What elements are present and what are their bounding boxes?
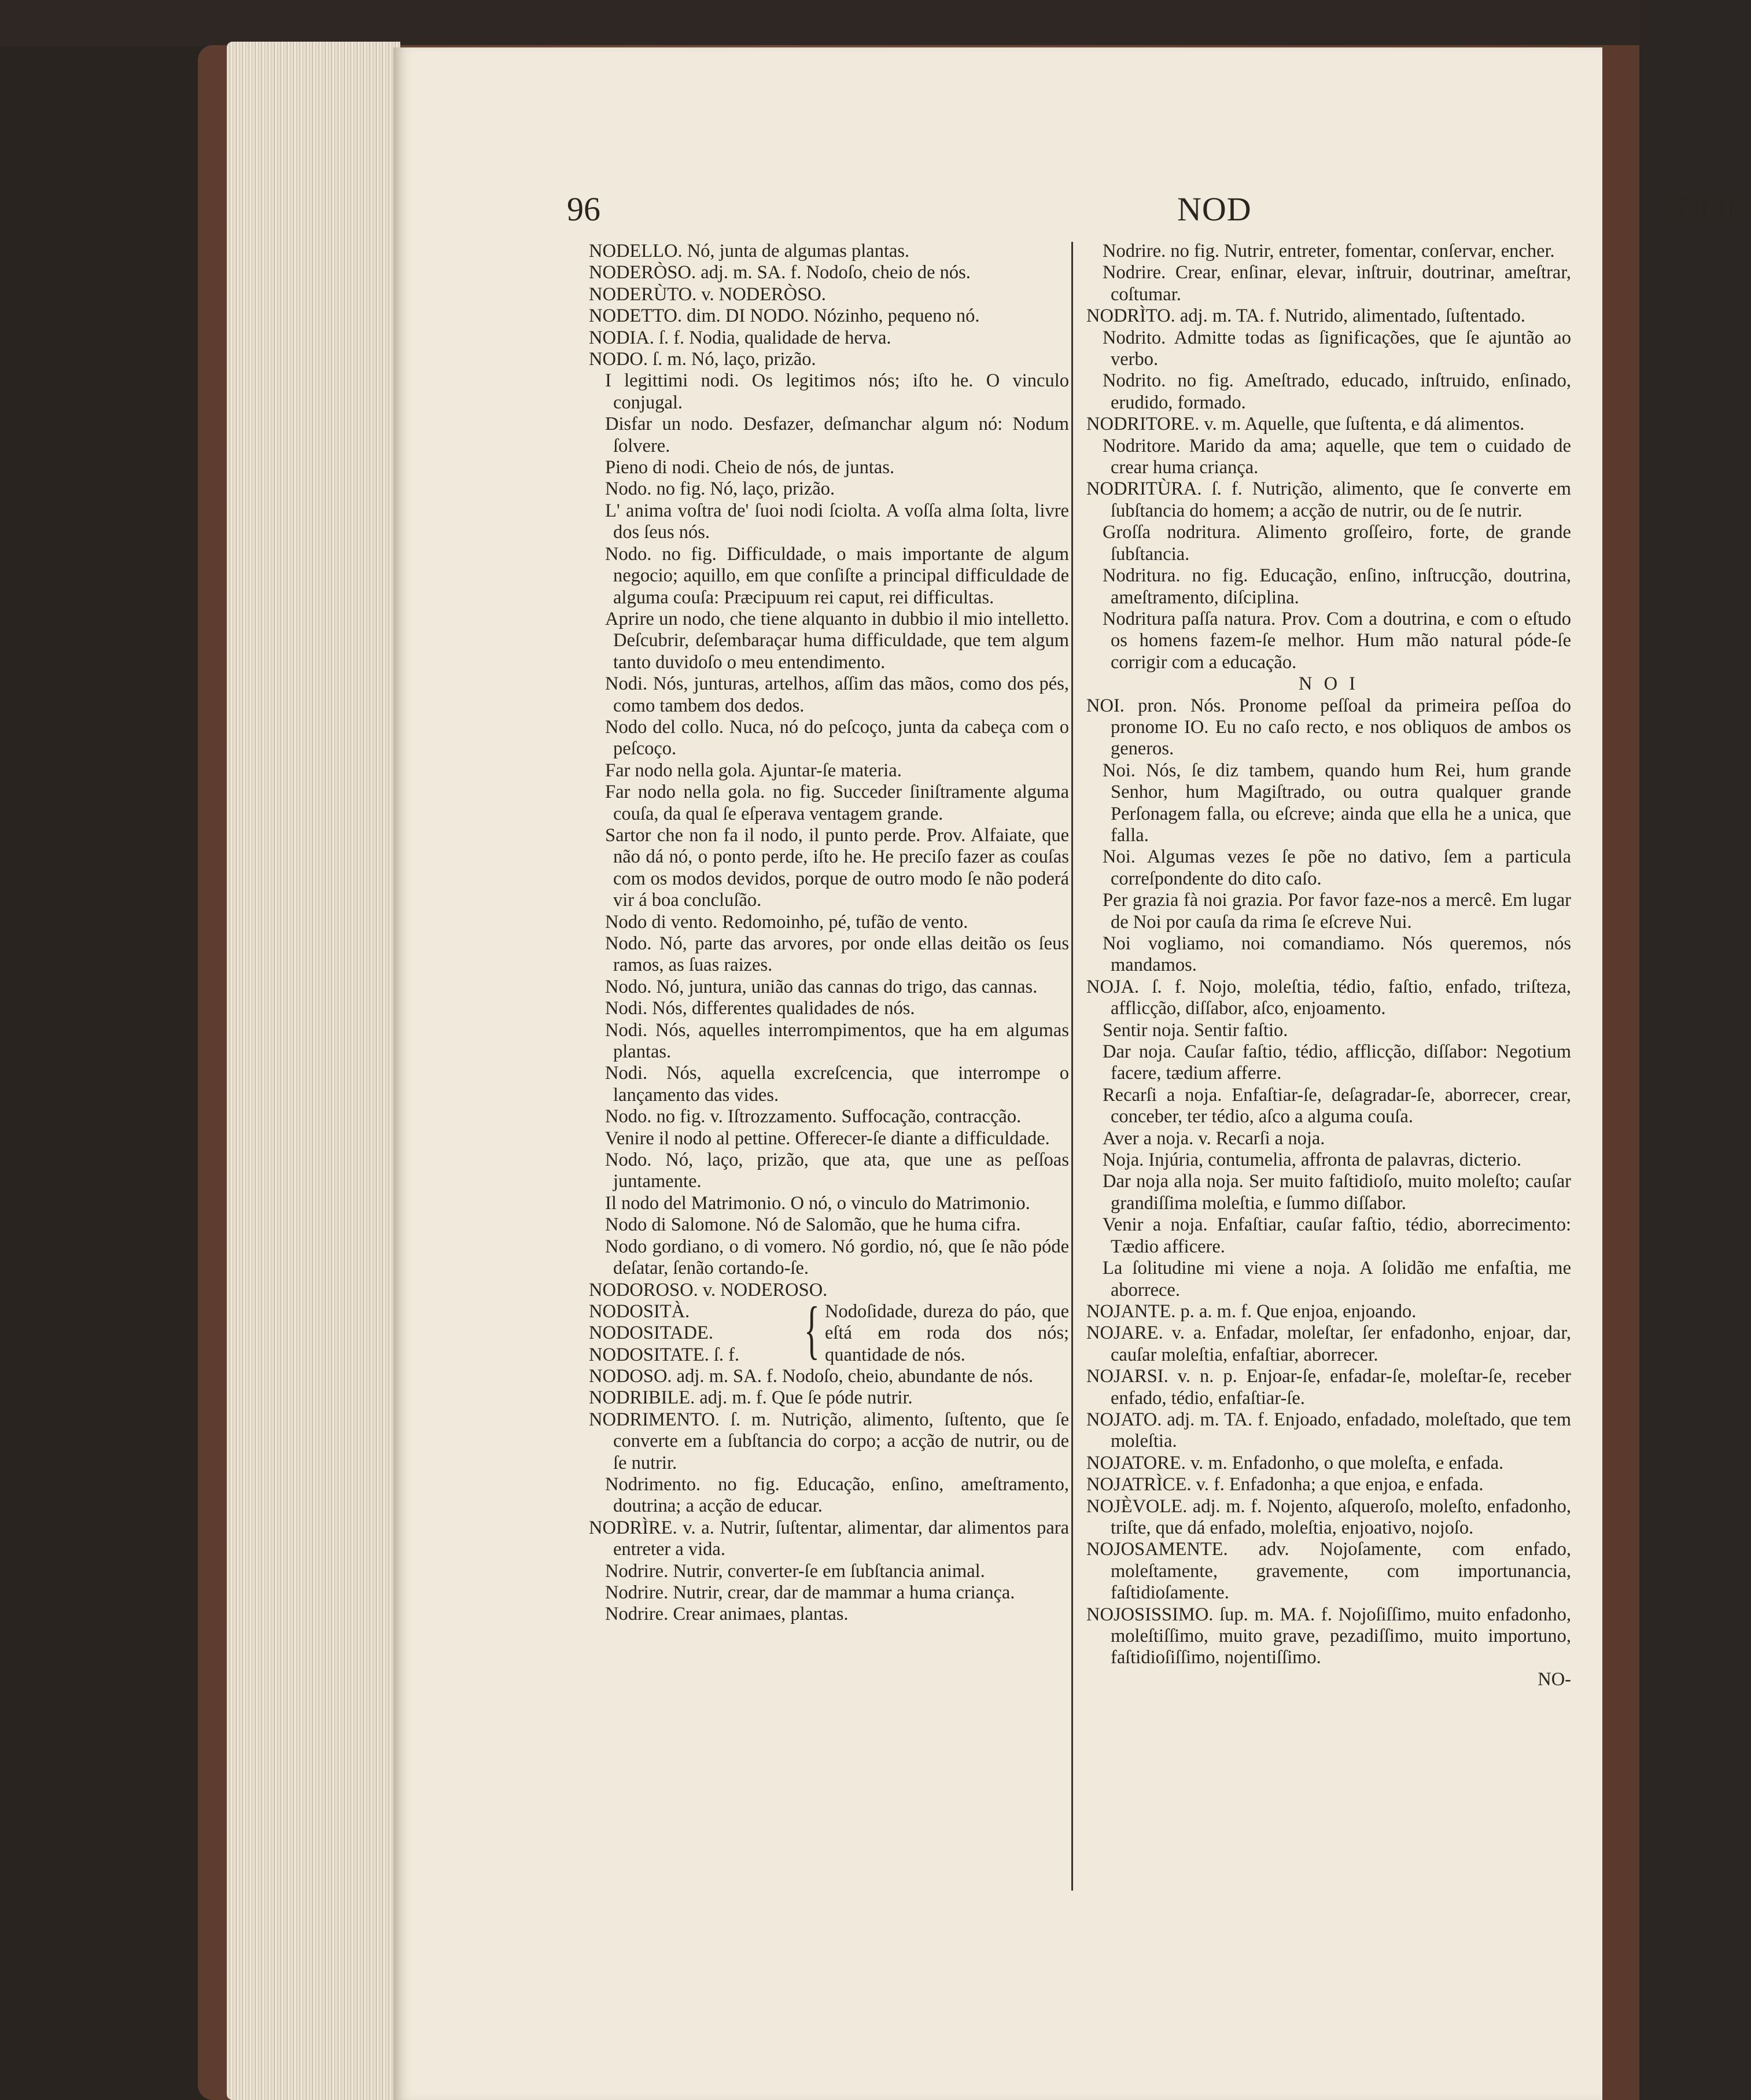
sub-entry: Il nodo del Matrimonio. O nó, o vinculo do Matrimonio. bbox=[605, 1192, 1030, 1214]
brace-entry-nodosita bbox=[589, 1294, 1069, 1366]
sub-entry: Nodrire. no fig. Nutrir, entreter, fomentar, conſervar, encher. bbox=[1103, 241, 1555, 261]
sub-entry: Nodo di vento. Redomoinho, pé, tufão de vento. bbox=[605, 911, 968, 933]
brace-headwords bbox=[589, 1301, 803, 1366]
background-top bbox=[0, 0, 1639, 46]
entry: NODRITORE. v. m. Aquelle, que ſuſtenta, e dá alimentos. bbox=[1086, 414, 1525, 435]
page-edges bbox=[227, 42, 400, 2100]
entry: NOJANTE. p. a. m. f. Que enjoa, enjoando. bbox=[1086, 1300, 1417, 1322]
sub-entry: Venir a noja. Enfaſtiar, cauſar faſtio, tédio, aborrecimento: Tædio afficere. bbox=[1103, 1214, 1571, 1257]
running-head-right: NOD bbox=[1676, 190, 1751, 228]
sub-entry: Noja. Injúria, contumelia, affronta de palavras, dicterio. bbox=[1103, 1150, 1522, 1171]
sub-entry: Per grazia fà noi grazia. Por favor faze-nos a mercê. Em lugar de Noi por cauſa da rima ſe eſcreve Nui. bbox=[1103, 890, 1571, 933]
entry: NOJOSAMENTE. adv. Nojoſamente, com enfado, moleſtamente, gravemente, com importunancia, faſtidioſamente. bbox=[1086, 1539, 1571, 1604]
sub-entry: Recarſi a noja. Enfaſtiar-ſe, deſagradar-ſe, aborrecer, crear, conceber, ter tédio, aſco a alguma couſa. bbox=[1103, 1084, 1571, 1128]
sub-entry: Nodo. Nó, juntura, união das cannas do trigo, das cannas. bbox=[605, 976, 1038, 997]
entry: NODRÌTO. adj. m. TA. f. Nutrido, alimentado, ſuſtentado. bbox=[1086, 305, 1525, 327]
entry: NOJATRÌCE. v. f. Enfadonha; a que enjoa, e enfada. bbox=[1086, 1474, 1484, 1495]
section-heading: N O I bbox=[1298, 673, 1359, 695]
sub-entry: Nodritura paſſa natura. Prov. Com a doutrina, e com o eſtudo os homens fazem-ſe melhor. Hum mão natural póde-ſe corrigir com a educação. bbox=[1103, 608, 1571, 673]
sub-entry: Nodrito. no fig. Ameſtrado, educado, inſtruido, enſinado, erudido, formado. bbox=[1103, 370, 1571, 413]
sub-entry: Noi vogliamo, noi comandiamo. Nós queremos, nós mandamos. bbox=[1103, 933, 1571, 976]
sub-entry: Nodrire. Crear, enſinar, elevar, inſtruir, doutrinar, ameſtrar, coſtumar. bbox=[1103, 262, 1571, 305]
sub-entry: Far nodo nella gola. Ajuntar-ſe materia. bbox=[605, 760, 902, 781]
running-head-left: NOD bbox=[1177, 190, 1252, 228]
entry: NOJOSISSIMO. ſup. m. MA. f. Nojoſiſſimo, muito enfadonho, moleſtiſſimo, muito grave, pezadiſſimo, muito importuno, faſtidioſiſſimo, nojentiſſimo. bbox=[1086, 1604, 1571, 1668]
sub-entry: Aprire un nodo, che tiene alquanto in dubbio il mio intelletto. Deſcubrir, deſembaraçar huma difficuldade, que tem algum tanto duvidoſo o meu entendimento. bbox=[605, 608, 1069, 673]
sub-entry: Nodo. Nó, parte das arvores, por onde ellas deitão os ſeus ramos, as ſuas raizes. bbox=[605, 933, 1069, 976]
sub-entry: Sentir noja. Sentir faſtio. bbox=[1103, 1019, 1288, 1041]
sub-entry: Nodo del collo. Nuca, nó do peſcoço, junta da cabeça com o peſcoço. bbox=[605, 716, 1069, 760]
sub-entry: Nodrire. Crear animaes, plantas. bbox=[605, 1604, 849, 1625]
sub-entry: Disfar un nodo. Desfazer, deſmanchar algum nó: Nodum ſolvere. bbox=[605, 414, 1069, 456]
entry: NOJATO. adj. m. TA. f. Enjoado, enfadado, moleſtado, que tem moleſtia. bbox=[1086, 1409, 1571, 1452]
sub-entry: Nodi. Nós, aquella excreſcencia, que interrompe o lançamento das vides. bbox=[605, 1063, 1069, 1106]
entry: NOJATORE. v. m. Enfadonho, o que moleſta, e enfada. bbox=[1086, 1452, 1504, 1473]
entry: NODIA. ſ. f. Nodia, qualidade de herva. bbox=[589, 327, 891, 348]
headword: NODOSITÀ. bbox=[589, 1300, 690, 1322]
sub-entry: Nodrire. Nutrir, converter-ſe em ſubſtancia animal. bbox=[605, 1560, 985, 1582]
entry: NODELLO. Nó, junta de algumas plantas. bbox=[589, 241, 910, 261]
sub-entry: Dar noja. Cauſar faſtio, tédio, afflicção, diſſabor: Negotium facere, tædium afferre. bbox=[1103, 1041, 1571, 1084]
entry: NODETTO. dim. DI NODO. Nózinho, pequeno nó. bbox=[589, 305, 980, 327]
sub-entry: Nodritore. Marido da ama; aquelle, que tem o cuidado de crear huma criança. bbox=[1103, 435, 1571, 478]
sub-entry: Nodritura. no fig. Educação, enſino, inſtrucção, doutrina, ameſtramento, diſciplina. bbox=[1103, 565, 1571, 608]
sub-entry: Nodrimento. no fig. Educação, enſino, ameſtramento, doutrina; a acção de educar. bbox=[605, 1473, 1069, 1517]
sub-entry: Nodo. no fig. Difficuldade, o mais importante de algum negocio; aquillo, em que conſiſte a principal difficuldade de alguma couſa: Præcipuum rei caput, rei difficultas. bbox=[605, 543, 1069, 608]
headword: NODOSITATE. ſ. f. bbox=[589, 1344, 740, 1365]
background-left bbox=[0, 0, 208, 2100]
sub-entry: Sartor che non fa il nodo, il punto perde. Prov. Alfaiate, que não dá nó, o ponto perde, iſto he. He preciſo fazer as couſas com os modos devidos, porque de outro modo ſe não poderá vir á boa concluſão. bbox=[605, 824, 1069, 911]
entry: NOJÈVOLE. adj. m. f. Nojento, aſqueroſo, moleſto, enfadonho, triſte, que dá enfado, moleſtia, enjoativo, nojoſo. bbox=[1086, 1495, 1571, 1538]
sub-entry: La ſolitudine mi viene a noja. A ſolidão me enfaſtia, me aborrece. bbox=[1103, 1258, 1571, 1300]
entry: NODRITÙRA. ſ. f. Nutrição, alimento, que ſe converte em ſubſtancia do homem; a acção de nutrir, ou de ſe nutrir. bbox=[1086, 478, 1571, 521]
page-number: 96 bbox=[567, 190, 600, 228]
sub-entry: Noi. Algumas vezes ſe põe no dativo, ſem a particula correſpondente do dito caſo. bbox=[1103, 846, 1571, 889]
left-column bbox=[589, 241, 1069, 1626]
entry: NODOROSO. v. NODEROSO. bbox=[589, 1279, 828, 1300]
entry: NODERÙTO. v. NODERÒSO. bbox=[589, 283, 826, 305]
entry: NODRIBILE. adj. m. f. Que ſe póde nutrir. bbox=[589, 1387, 913, 1409]
sub-entry: Aver a noja. v. Recarſi a noja. bbox=[1103, 1128, 1325, 1149]
sub-entry: Nodi. Nós, aquelles interrompimentos, que ha em algumas plantas. bbox=[605, 1019, 1069, 1063]
sub-entry: Nodo. no fig. v. Iſtrozzamento. Suffocação, contracção. bbox=[605, 1106, 1022, 1128]
sub-entry: Nodi. Nós, differentes qualidades de nós. bbox=[605, 998, 915, 1019]
sub-entry: Pieno di nodi. Cheio de nós, de juntas. bbox=[605, 457, 895, 478]
headword: NODOSITADE. bbox=[589, 1322, 713, 1344]
sub-entry: Dar noja alla noja. Ser muito faſtidioſo, muito moleſto; cauſar grandiſſima moleſtia, e ſummo diſſabor. bbox=[1103, 1171, 1571, 1214]
entry: NODOSO. adj. m. SA. f. Nodoſo, cheio, abundante de nós. bbox=[589, 1365, 1034, 1387]
sub-entry: Nodo di Salomone. Nó de Salomão, que he huma cifra. bbox=[605, 1214, 1021, 1236]
sub-entry: Nodo. no fig. Nó, laço, prizão. bbox=[605, 478, 835, 500]
brace-icon: { bbox=[804, 1294, 820, 1366]
right-column bbox=[1086, 241, 1571, 1690]
entry: NODERÒSO. adj. m. SA. f. Nodoſo, cheio de nós. bbox=[589, 262, 971, 283]
entry: NOJA. ſ. f. Nojo, moleſtia, tédio, faſtio, enfado, triſteza, afflicção, diſſabor, aſco, enjoamento. bbox=[1086, 976, 1571, 1019]
entry: NODRIMENTO. ſ. m. Nutrição, alimento, ſuſtento, que ſe converte em a ſubſtancia do corpo; a acção de nutrir, ou de ſe nutrir. bbox=[589, 1409, 1069, 1473]
column-divider bbox=[1071, 242, 1073, 1891]
sub-entry: Groſſa nodritura. Alimento groſſeiro, forte, de grande ſubſtancia. bbox=[1103, 522, 1571, 565]
sub-entry: Nodi. Nós, junturas, artelhos, aſſim das mãos, como dos pés, como tambem dos dedos. bbox=[605, 673, 1069, 716]
sub-entry: Noi. Nós, ſe diz tambem, quando hum Rei, hum grande Senhor, hum Magiſtrado, ou outra qualquer grande Perſonagem falla, ou eſcreve; ainda que ella he a unica, que falla. bbox=[1103, 760, 1571, 846]
sub-entry: Venire il nodo al pettine. Offerecer-ſe diante a difficuldade. bbox=[605, 1128, 1050, 1149]
entry: NOJARSI. v. n. p. Enjoar-ſe, enfadar-ſe, moleſtar-ſe, receber enfado, tédio, enfaſtiar-ſe. bbox=[1086, 1366, 1571, 1409]
sub-entry: Nodrire. Nutrir, crear, dar de mammar a huma criança. bbox=[605, 1582, 1015, 1603]
entry: NOJARE. v. a. Enfadar, moleſtar, ſer enfadonho, enjoar, dar, cauſar moleſtia, enfaſtiar, aborrecer. bbox=[1086, 1322, 1571, 1365]
sub-entry: Nodo. Nó, laço, prizão, que ata, que une as peſſoas juntamente. bbox=[605, 1150, 1069, 1192]
entry: NODO. ſ. m. Nó, laço, prizão. bbox=[589, 349, 816, 370]
brace-definition: Nodoſidade, dureza do páo, que eſtá em roda dos nós; quantidade de nós. bbox=[825, 1300, 1069, 1365]
entry: NOI. pron. Nós. Pronome peſſoal da primeira peſſoa do pronome IO. Eu no caſo recto, e nos obliquos de ambos os generos. bbox=[1086, 695, 1571, 760]
sub-entry: L' anima voſtra de' ſuoi nodi ſciolta. A voſſa alma ſolta, livre dos ſeus nós. bbox=[605, 500, 1069, 543]
catchword: NO- bbox=[1538, 1668, 1571, 1690]
sub-entry: I legittimi nodi. Os legitimos nós; iſto he. O vinculo conjugal. bbox=[605, 370, 1069, 413]
sub-entry: Nodo gordiano, o di vomero. Nó gordio, nó, que ſe não póde deſatar, ſenão cortando-ſe. bbox=[605, 1236, 1069, 1279]
sub-entry: Far nodo nella gola. no fig. Succeder ſiniſtramente alguma couſa, da qual ſe eſperava ventagem grande. bbox=[605, 782, 1069, 824]
entry: NODRÌRE. v. a. Nutrir, ſuſtentar, alimentar, dar alimentos para entreter a vida. bbox=[589, 1517, 1069, 1560]
sub-entry: Nodrito. Admitte todas as ſignificações, que ſe ajuntão ao verbo. bbox=[1103, 327, 1571, 370]
